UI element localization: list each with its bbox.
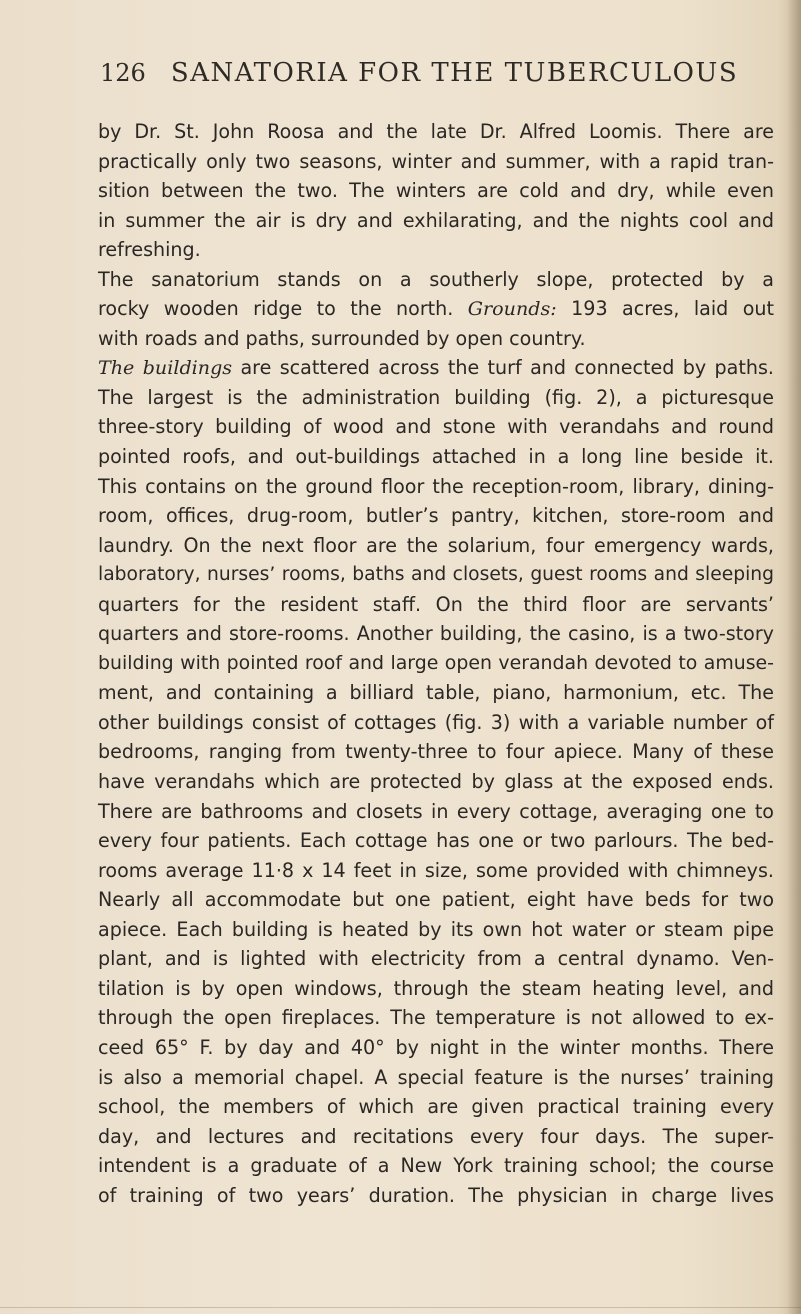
text-run: by Dr. St. John Roosa and the late Dr. Alfred Loomis. There are [98, 120, 774, 143]
text-line [98, 531, 774, 561]
text-run: every four patients. Each cottage has one or two parlours. The bed- [98, 829, 774, 853]
text-line [98, 619, 774, 649]
text-line [98, 1151, 774, 1181]
text-run: pointed roofs, and out-buildings attached in a long line beside it. [98, 445, 774, 469]
text-run: is also a memorial chapel. A special feature is the nurses’ training [98, 1065, 774, 1089]
text-line [98, 206, 774, 236]
text-line [98, 1092, 774, 1122]
text-line [98, 944, 774, 974]
text-line [98, 442, 774, 472]
text-line [98, 117, 774, 147]
text-run: ment, and containing a billiard table, piano, harmonium, etc. The [98, 681, 774, 705]
page-bottom-edge [0, 1307, 801, 1308]
text-run: school, the members of which are given practical training every [98, 1095, 774, 1119]
text-run: day, and lectures and recitations every four days. The super- [98, 1124, 774, 1148]
text-line [98, 1063, 774, 1093]
text-line [98, 235, 774, 265]
text-line [98, 1122, 774, 1152]
text-run: ceed 65° F. by day and 40° by night in the winter months. There [98, 1035, 774, 1059]
text-run: other buildings consist of cottages (fig. 3) with a variable number of [98, 710, 774, 734]
text-line [98, 472, 774, 502]
text-run: of training of two years’ duration. The physician in charge lives [98, 1183, 774, 1207]
text-run: The sanatorium stands on a southerly slope, protected by a [98, 267, 774, 291]
text-run: intendent is a graduate of a New York training school; the course [98, 1154, 774, 1178]
text-line [98, 678, 774, 708]
italic-run: The buildings [98, 356, 233, 380]
text-line [98, 767, 774, 797]
text-line [98, 885, 774, 915]
text-run: apiece. Each building is heated by its own hot water or steam pipe [98, 917, 774, 941]
body-text [98, 117, 774, 1210]
page-header [100, 58, 790, 88]
text-run: building with pointed roof and large open verandah devoted to amuse- [98, 651, 774, 674]
text-run: rocky wooden ridge to the north. [98, 297, 468, 321]
text-line [98, 915, 774, 945]
text-line [98, 649, 774, 679]
text-run: practically only two seasons, winter and summer, with a rapid tran- [98, 149, 774, 173]
italic-run: Grounds: [467, 297, 557, 321]
text-run: room, offices, drug-room, butler’s pantry, kitchen, store-room and [98, 504, 774, 528]
text-line [98, 708, 774, 738]
text-line [98, 797, 774, 827]
text-run: laboratory, nurses’ rooms, baths and closets, guest rooms and sleeping [98, 564, 774, 586]
page-edge-shadow [787, 0, 801, 1314]
text-run: are scattered across the turf and connected by paths. [232, 356, 774, 380]
text-line [98, 856, 774, 886]
text-line [98, 1033, 774, 1063]
text-line [98, 560, 774, 590]
text-line [98, 353, 774, 383]
text-run: laundry. On the next floor are the solarium, four emergency wards, [98, 533, 774, 557]
text-run: rooms average 11·8 x 14 feet in size, some provided with chimneys. [98, 858, 774, 882]
text-line [98, 826, 774, 856]
text-run: three-story building of wood and stone with verandahs and round [98, 415, 774, 439]
page-number: 126 [100, 59, 146, 87]
text-run: The largest is the administration building (fig. 2), a picturesque [98, 385, 774, 409]
text-run: There are bathrooms and closets in every cottage, averaging one to [98, 799, 774, 823]
text-run: plant, and is lighted with electricity from a central dynamo. Ven- [98, 947, 774, 971]
text-run: have verandahs which are protected by glass at the exposed ends. [98, 770, 774, 794]
text-line [98, 974, 774, 1004]
text-run: tilation is by open windows, through the steam heating level, and [98, 976, 774, 1000]
text-run: quarters for the resident staff. On the third floor are servants’ [98, 592, 774, 616]
text-line [98, 147, 774, 177]
text-run: quarters and store-rooms. Another building, the casino, is a two-story [98, 622, 774, 646]
running-head: SANATORIA FOR THE TUBERCULOUS [170, 58, 739, 88]
text-run: 193 acres, laid out [556, 297, 774, 321]
text-line [98, 412, 774, 442]
text-line [98, 294, 774, 324]
text-run: sition between the two. The winters are cold and dry, while even [98, 179, 774, 203]
text-run: with roads and paths, surrounded by open country. [98, 326, 586, 350]
text-line [98, 265, 774, 295]
text-run: in summer the air is dry and exhilarating, and the nights cool and [98, 208, 774, 232]
text-run: This contains on the ground floor the reception-room, library, dining- [98, 474, 774, 498]
text-line [98, 501, 774, 531]
text-line [98, 1181, 774, 1211]
text-run: through the open fireplaces. The temperature is not allowed to ex- [98, 1006, 774, 1030]
text-run: refreshing. [98, 238, 201, 262]
text-line [98, 383, 774, 413]
text-line [98, 324, 774, 354]
text-line [98, 590, 774, 620]
text-run: bedrooms, ranging from twenty-three to four apiece. Many of these [98, 740, 774, 764]
text-run: Nearly all accommodate but one patient, eight have beds for two [98, 888, 774, 912]
text-line [98, 737, 774, 767]
text-line [98, 176, 774, 206]
text-line [98, 1003, 774, 1033]
